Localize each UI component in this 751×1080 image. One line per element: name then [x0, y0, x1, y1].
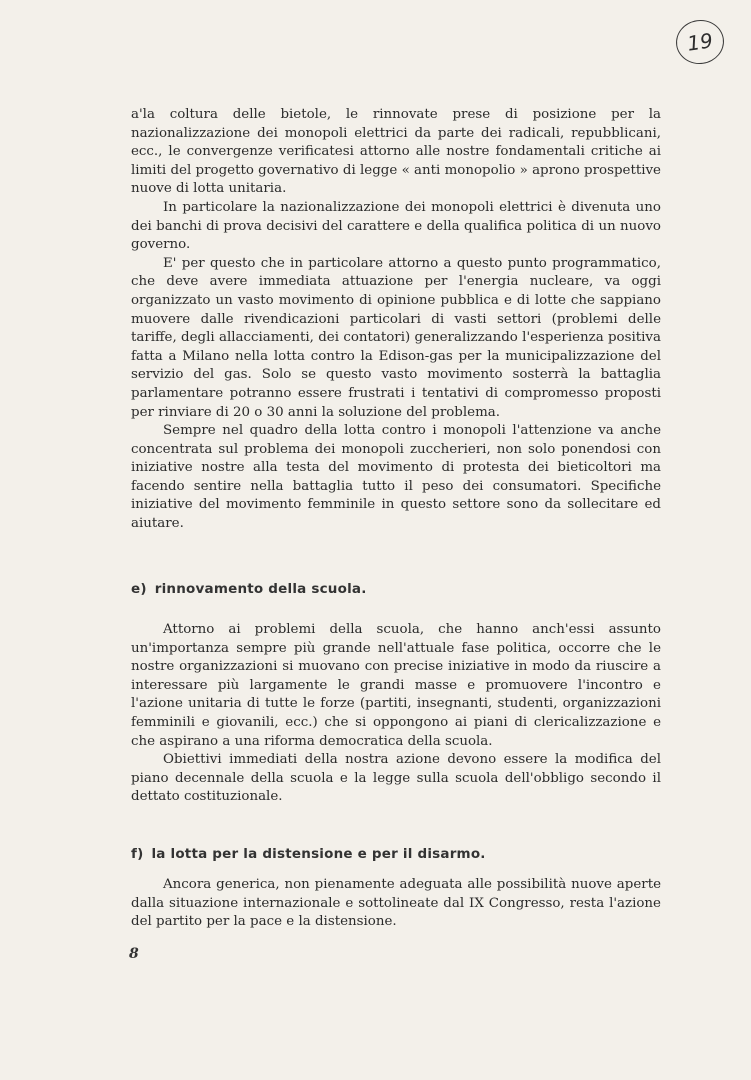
paragraph: a'la coltura delle bietole, le rinnovate prese di posizione per la nazionalizzazione dei monopoli elettrici da parte dei radicali, repubblicani, ecc., le convergenze verificatesi attorno alle nostre fondamentali critiche ai limiti del progetto governativo di legge « anti monopolio » aprono prospettive nuove di lotta unitaria.: [131, 107, 661, 197]
paragraph: Attorno ai problemi della scuola, che hanno anch'essi assunto un'importanza sempre più grande nell'attuale fase politica, occorre che le nostre organizzazioni si muovano con precise iniziative in modo da riuscire a interessare più largamente le grandi masse e promuovere l'incontro e l'azione unitaria di tutte le forze (partiti, insegnanti, studenti, organizzazioni femminili e giovanili, ecc.) che si oppongono ai piani di clericalizzazione e che aspirano a una riforma democratica della scuola.: [131, 622, 661, 749]
annotation-text: 19: [685, 28, 715, 56]
section-heading-f: [131, 846, 486, 862]
body-text-section-e: [131, 621, 661, 807]
body-text-top: [131, 106, 661, 534]
section-heading-e: [131, 581, 367, 597]
paragraph: Ancora generica, non pienamente adeguata alle possibilità nuove aperte dalla situazione internazionale e sottolineate dal IX Congresso, resta l'azione del partito per la pace e la distensione.: [131, 877, 661, 930]
section-title: rinnovamento della scuola.: [154, 581, 367, 597]
handwritten-page-annotation: [673, 17, 727, 67]
body-text-section-f: [131, 876, 661, 932]
paragraph: Sempre nel quadro della lotta contro i monopoli l'attenzione va anche concentrata sul problema dei monopoli zuccherieri, non solo ponendosi con iniziative nostre alla testa del movimento di protesta dei bieticoltori ma facendo sentire nella battaglia tutto il peso dei consumatori. Specifiche iniziative del movimento femminile in questo settore sono da sollecitare ed aiutare.: [131, 423, 661, 532]
paragraph: E' per questo che in particolare attorno a questo punto programmatico, che deve avere immediata attuazione per l'energia nucleare, va oggi organizzato un vasto movimento di opinione pubblica e di lotte che sappiano muovere dalle rivendicazioni particolari di vasti settori (problemi delle tariffe, degli allacciamenti, dei contatori) generalizzando l'esperienza positiva fatta a Milano nella lotta contro la Edison-gas per la municipalizzazione del servizio del gas. Solo se questo vasto movimento sosterrà la battaglia parlamentare potranno essere frustrati i tentativi di compromesso proposti per rinviare di 20 o 30 anni la soluzione del problema.: [131, 255, 661, 420]
section-title: la lotta per la distensione e per il disarmo.: [151, 846, 486, 862]
section-marker: e): [131, 581, 147, 597]
paragraph: In particolare la nazionalizzazione dei monopoli elettrici è divenuta uno dei banchi di prova decisivi del carattere e della qualifica politica di un nuovo governo.: [131, 199, 661, 253]
paragraph: Obiettivi immediati della nostra azione devono essere la modifica del piano decennale della scuola e la legge sulla scuola dell'obbligo secondo il dettato costituzionale.: [131, 752, 661, 805]
page-number: 8: [129, 946, 139, 962]
section-marker: f): [131, 846, 144, 862]
